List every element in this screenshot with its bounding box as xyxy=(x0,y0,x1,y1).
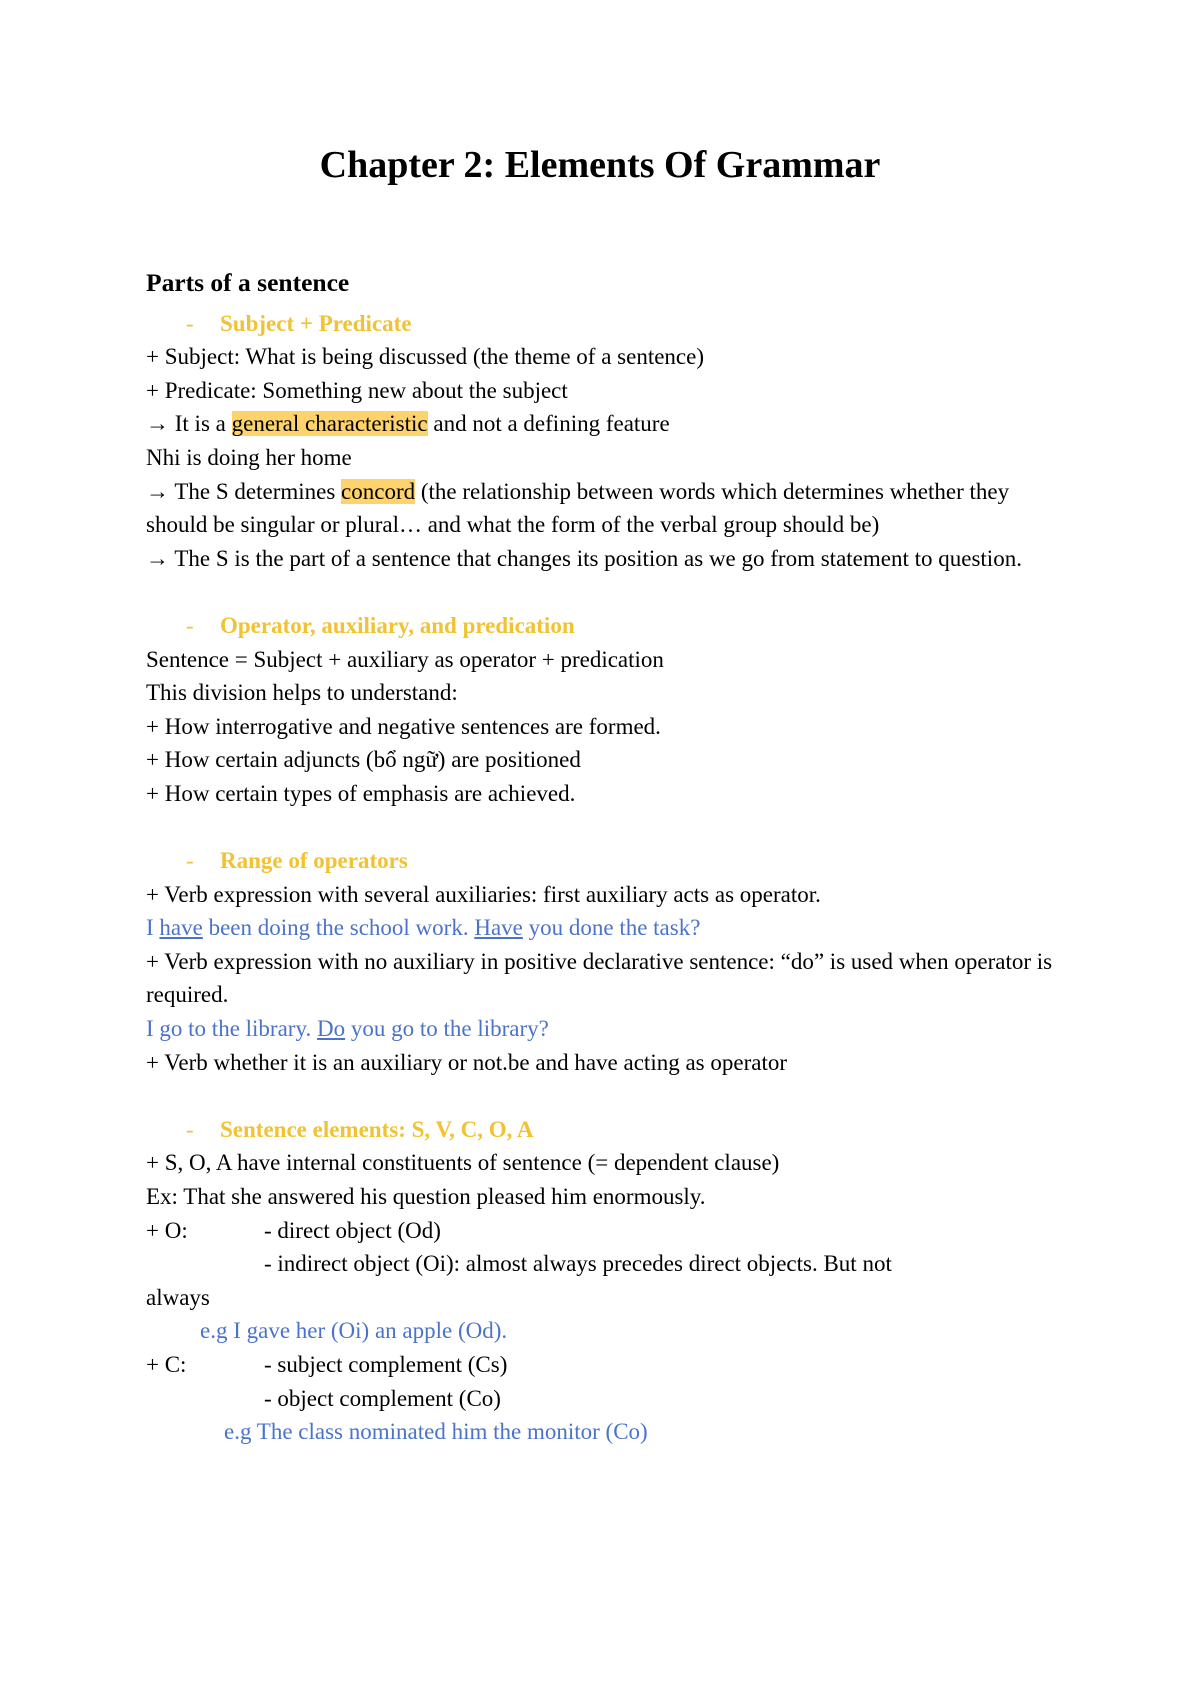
text-span: I go to the library. xyxy=(146,1016,317,1042)
text-span: I xyxy=(146,915,160,941)
text-paragraph xyxy=(146,475,1066,542)
page-title: Chapter 2: Elements Of Grammar xyxy=(319,144,881,186)
text-span: - direct object (Od) xyxy=(264,1217,441,1243)
spacer xyxy=(146,1079,1066,1113)
text-span: you done the task? xyxy=(522,915,701,941)
text-span: and not a defining feature xyxy=(427,411,670,437)
text-line: + How interrogative and negative sentences are formed. xyxy=(146,713,661,739)
text-paragraph: → The S is the part of a sentence that changes its position as we go from statement to question. xyxy=(146,545,1022,571)
text-line: + Subject: What is being discussed (the theme of a sentence) xyxy=(146,344,704,370)
text-line: + Verb expression with several auxiliaries: first auxiliary acts as operator. xyxy=(146,881,821,907)
bullet-heading-text: Subject + Predicate xyxy=(220,310,412,336)
text-line: Ex: That she answered his question pleased him enormously. xyxy=(146,1184,706,1210)
object-line: - indirect object (Oi): almost always precedes direct objects. But not xyxy=(264,1251,892,1277)
example-line: e.g The class nominated him the monitor (Co) xyxy=(224,1419,648,1445)
bullet-dash: - xyxy=(186,310,194,336)
text-paragraph: + Verb expression with no auxiliary in positive declarative sentence: “do” is used when operator is required. xyxy=(146,948,1053,1008)
complement-label: + C: xyxy=(146,1352,187,1377)
complement-line xyxy=(146,1348,1066,1382)
text-line: + How certain types of emphasis are achieved. xyxy=(146,780,576,806)
bullet-heading-text: Operator, auxiliary, and predication xyxy=(220,612,575,638)
bullet-dash: - xyxy=(186,1116,194,1142)
bullet-heading-sentence-elements xyxy=(146,1113,1066,1147)
text-span: → The S determines xyxy=(146,478,342,504)
text-line: + How certain adjuncts (bổ ngữ) are positioned xyxy=(146,747,581,773)
text-line: + Predicate: Something new about the subject xyxy=(146,377,568,403)
spacer xyxy=(146,811,1066,845)
highlighted-term: concord xyxy=(341,478,416,504)
example-line xyxy=(146,911,1066,945)
text-span: → It is a xyxy=(146,411,232,437)
text-span: - subject complement (Cs) xyxy=(264,1352,508,1377)
bullet-heading-operator xyxy=(146,609,1066,643)
text-line: + S, O, A have internal constituents of sentence (= dependent clause) xyxy=(146,1150,780,1176)
document-body xyxy=(146,266,1066,1449)
highlighted-term: general characteristic xyxy=(231,411,428,437)
bullet-dash: - xyxy=(186,848,194,874)
text-span: you go to the library? xyxy=(345,1016,549,1042)
example-line xyxy=(146,1012,1066,1046)
object-line xyxy=(146,1214,1066,1248)
object-label: + O: xyxy=(146,1217,188,1243)
text-line: + Verb whether it is an auxiliary or not.be and have acting as operator xyxy=(146,1049,788,1075)
bullet-heading-text: Range of operators xyxy=(220,848,408,874)
text-line: Nhi is doing her home xyxy=(146,444,352,470)
example-line: e.g I gave her (Oi) an apple (Od). xyxy=(200,1318,508,1344)
section-heading: Parts of a sentence xyxy=(146,268,350,297)
underlined-operator: Do xyxy=(316,1016,346,1042)
text-line: Sentence = Subject + auxiliary as operator + predication xyxy=(146,646,664,672)
text-span: been doing the school work. xyxy=(202,915,475,941)
bullet-heading-text: Sentence elements: S, V, C, O, A xyxy=(220,1116,534,1142)
text-span: (the relationship between words which determines whether they should be singular or plural… and what the form of the verbal group should be) xyxy=(146,478,1010,538)
text-line: This division helps to understand: xyxy=(146,680,458,706)
underlined-operator: have xyxy=(159,915,203,941)
underlined-operator: Have xyxy=(474,915,523,941)
bullet-heading-subject-predicate xyxy=(146,307,1066,341)
complement-line: - object complement (Co) xyxy=(264,1385,501,1411)
bullet-dash: - xyxy=(186,612,194,638)
bullet-heading-range-of-operators xyxy=(146,844,1066,878)
spacer xyxy=(146,575,1066,609)
text-line: always xyxy=(146,1284,210,1310)
text-line xyxy=(146,407,1066,441)
